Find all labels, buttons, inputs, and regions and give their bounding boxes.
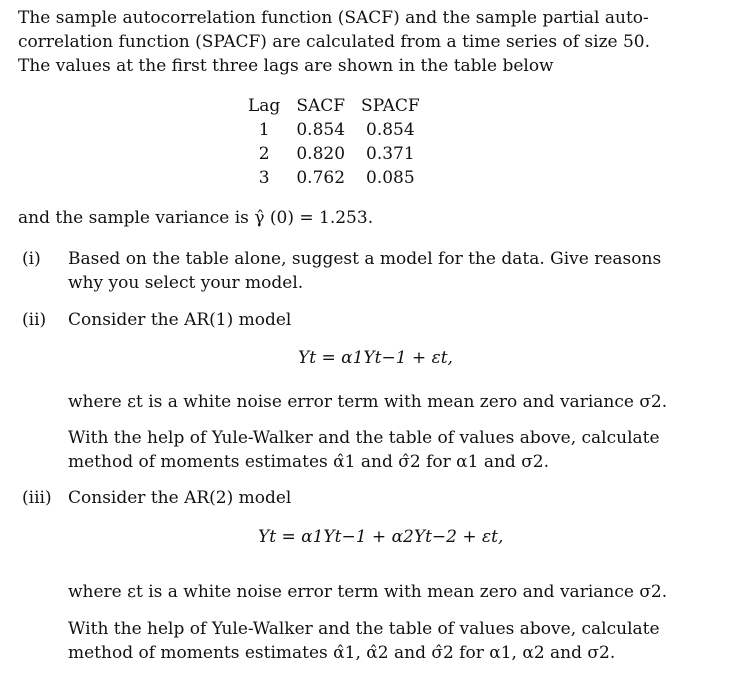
ar2-equation: Yt = α1Yt−1 + α2Yt−2 + εt,: [258, 527, 504, 547]
item-ii-where: where εt is a white noise error term with mean zero and variance σ2.: [68, 392, 668, 412]
intro-line-2: correlation function (SPACF) are calculated from a time series of size 50.: [18, 32, 651, 52]
item-ii-heading: Consider the AR(1) model: [68, 310, 292, 330]
cell-sacf: 0.820: [296, 144, 346, 164]
intro-paragraph: [18, 6, 733, 78]
cell-spacf: 0.854: [366, 120, 415, 140]
cell-lag: 1: [258, 120, 270, 140]
item-iii-where: where εt is a white noise error term with mean zero and variance σ2.: [68, 582, 668, 602]
cell-lag: 2: [258, 144, 270, 164]
item-ii-with-line-1: With the help of Yule-Walker and the table of values above, calculate: [68, 428, 660, 448]
item-ii-with-line-2: method of moments estimates α̂1 and σ̂2 for α1 and σ2.: [68, 452, 550, 472]
cell-lag: 3: [258, 168, 270, 188]
item-number: (ii): [22, 310, 47, 330]
intro-line-1: The sample autocorrelation function (SACF) and the sample partial auto-: [18, 8, 649, 28]
intro-line-3: The values at the first three lags are shown in the table below: [18, 56, 554, 76]
header-lag: Lag: [248, 96, 281, 116]
header-spacf: SPACF: [361, 96, 420, 116]
variance-prefix: and the sample variance is: [18, 208, 255, 228]
item-iii-with-line-2: method of moments estimates α̂1, α̂2 and σ̂2 for α1, α2 and σ2.: [68, 643, 616, 663]
lag-table: [240, 94, 428, 190]
lag-table-header-row: [240, 94, 428, 118]
item-iii-with-line-1: With the help of Yule-Walker and the table of values above, calculate: [68, 619, 660, 639]
item-i-line-1: Based on the table alone, suggest a model for the data. Give reasons: [68, 249, 662, 269]
item-iii-instructions: [68, 617, 688, 665]
table-row: [240, 118, 428, 142]
table-row: [240, 166, 428, 190]
cell-sacf: 0.854: [296, 120, 346, 140]
variance-value: γ̂ (0) = 1.253.: [254, 208, 374, 228]
header-sacf: SACF: [296, 96, 346, 116]
cell-spacf: 0.371: [366, 144, 415, 164]
item-ii-instructions: [68, 426, 688, 474]
cell-spacf: 0.085: [366, 168, 415, 188]
ar1-equation: Yt = α1Yt−1 + εt,: [298, 348, 453, 368]
item-number: (iii): [22, 488, 52, 508]
item-iii-heading: Consider the AR(2) model: [68, 488, 292, 508]
item-number: (i): [22, 249, 41, 269]
item-i-line-2: why you select your model.: [68, 273, 304, 293]
table-row: [240, 142, 428, 166]
variance-statement: [18, 206, 733, 230]
cell-sacf: 0.762: [296, 168, 346, 188]
